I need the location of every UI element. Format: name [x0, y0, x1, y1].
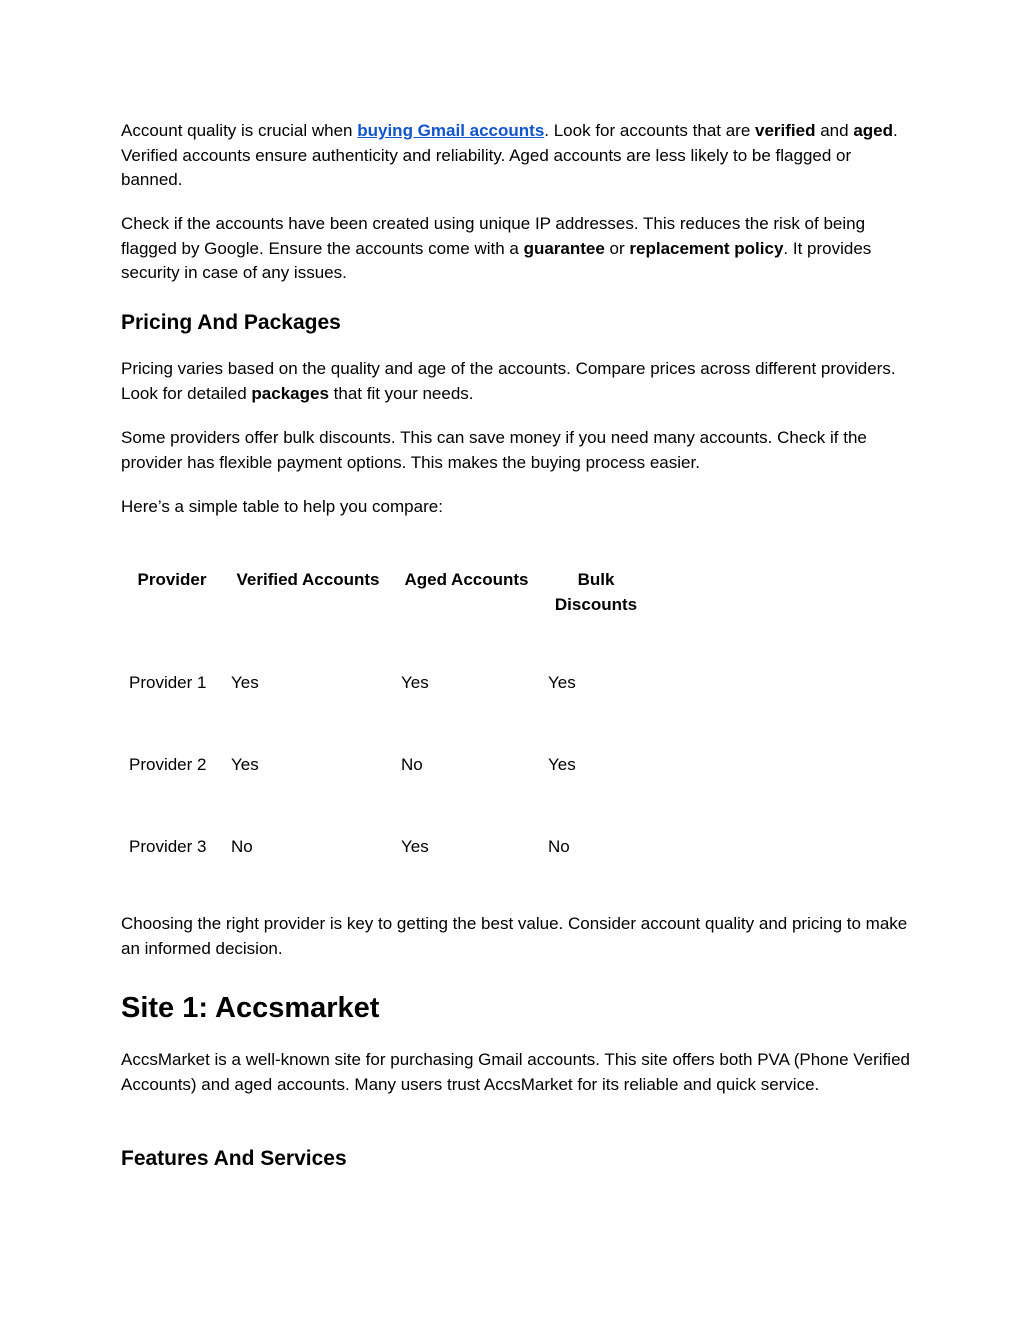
- text-run: Check if the accounts have been created using unique IP addresses. This reduces the risk of being flagged by Google. Ensure the accounts come with a: [121, 214, 866, 258]
- paragraph-table-intro: Here’s a simple table to help you compare:: [121, 497, 443, 516]
- table-cell: Yes: [548, 672, 576, 692]
- table-cell: No: [548, 836, 570, 856]
- paragraph-unique-ip: [121, 212, 911, 286]
- text-run: Pricing varies based on the quality and age of the accounts. Compare prices across different providers. Look for detailed: [121, 359, 896, 403]
- text-run: that fit your needs.: [328, 383, 474, 403]
- text-run: and: [815, 121, 854, 140]
- table-cell: Yes: [548, 754, 576, 774]
- paragraph-bulk-discounts: Some providers offer bulk discounts. This can save money if you need many accounts. Check if the provider has flexible payment options. This makes the buying process easier.: [121, 428, 867, 472]
- heading-site-1-accsmarket: Site 1: Accsmarket: [121, 992, 380, 1024]
- table-cell: Provider 3: [129, 836, 207, 856]
- table-cell: Yes: [231, 754, 259, 774]
- paragraph-accsmarket: AccsMarket is a well-known site for purchasing Gmail accounts. This site offers both PVA (Phone Verified Accounts) and aged accounts. Many users trust AccsMarket for its reliable and quick service.: [121, 1050, 910, 1094]
- table-row: [121, 806, 652, 888]
- text-run: . Verified accounts ensure authenticity and reliability. Aged accounts are less likely to be flagged or banned.: [121, 121, 898, 189]
- table-header-cell: Bulk Discounts: [554, 570, 638, 614]
- heading-pricing-and-packages: Pricing And Packages: [121, 311, 341, 334]
- bold-guarantee: guarantee: [523, 238, 605, 258]
- paragraph-account-quality: [121, 119, 911, 193]
- comparison-table: [121, 560, 652, 888]
- table-cell: Provider 1: [129, 672, 207, 692]
- bold-aged: aged: [853, 121, 893, 140]
- bold-replacement-policy: replacement policy: [629, 238, 784, 258]
- table-header-cell: Verified Accounts: [236, 570, 380, 589]
- text-run: . Look for accounts that are: [544, 121, 756, 140]
- table-cell: Yes: [401, 836, 429, 856]
- buying-gmail-accounts-link[interactable]: buying Gmail accounts: [357, 121, 545, 140]
- table-cell: No: [401, 754, 423, 774]
- table-cell: Yes: [401, 672, 429, 692]
- text-run: Account quality is crucial when: [121, 121, 358, 140]
- text-run: or: [604, 238, 630, 258]
- paragraph-pricing: [121, 357, 911, 406]
- table-row: [121, 642, 652, 724]
- table-cell: No: [231, 836, 253, 856]
- paragraph-choosing-provider: Choosing the right provider is key to getting the best value. Consider account quality and pricing to make an informed decision.: [121, 914, 908, 958]
- text-run: . It provides security in case of any issues.: [121, 238, 872, 282]
- bold-verified: verified: [755, 121, 816, 140]
- table-header-row: [121, 560, 652, 642]
- table-header-cell: Aged Accounts: [404, 570, 529, 589]
- table-cell: Yes: [231, 672, 259, 692]
- table-cell: Provider 2: [129, 754, 207, 774]
- table-row: [121, 724, 652, 806]
- heading-features-and-services: Features And Services: [121, 1147, 347, 1170]
- table-header-cell: Provider: [137, 570, 207, 589]
- bold-packages: packages: [251, 383, 329, 403]
